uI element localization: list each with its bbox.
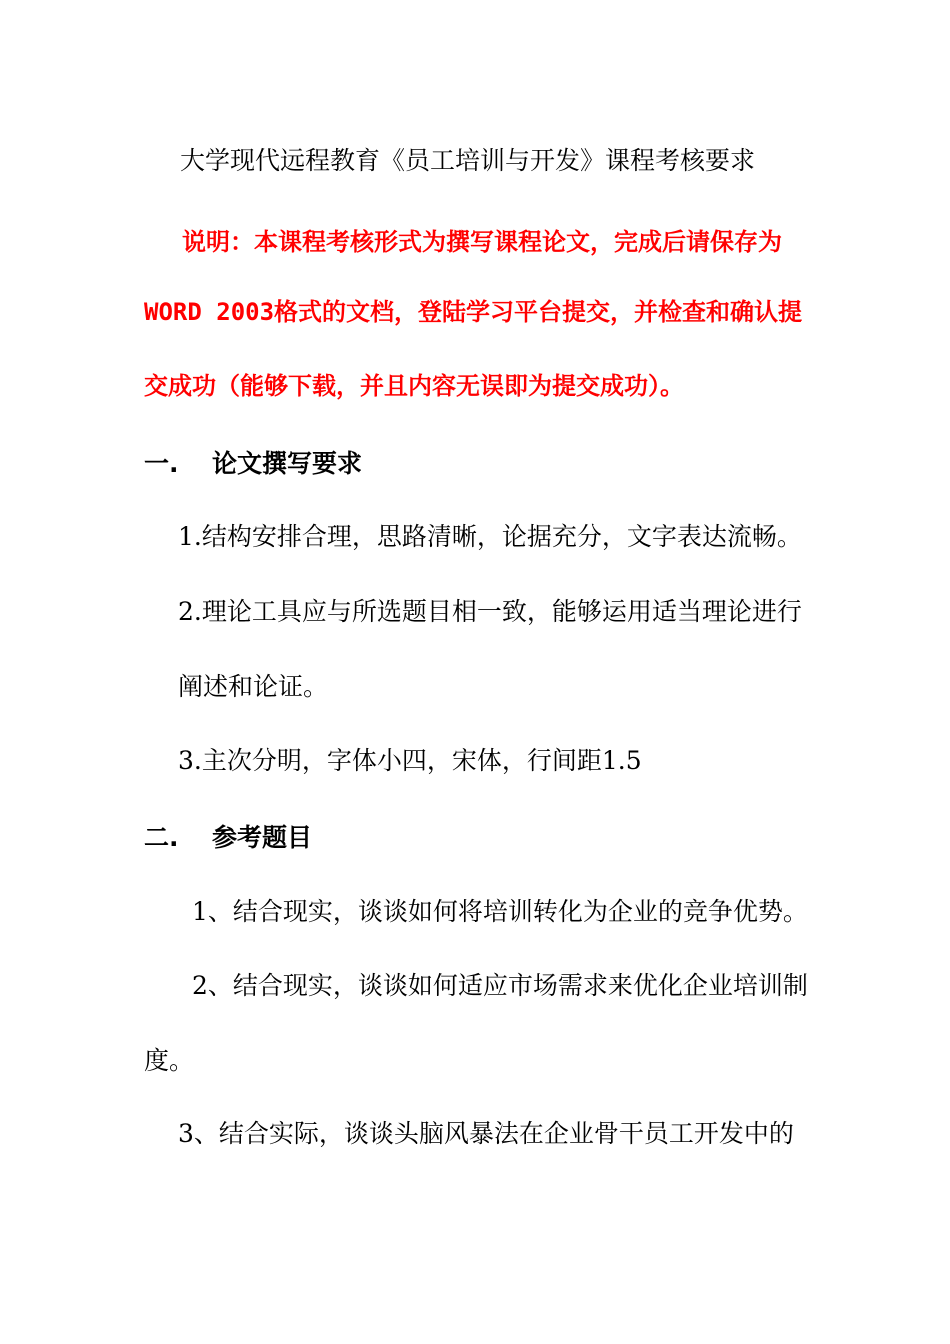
section-heading-text: 论文撰写要求 [212, 449, 363, 478]
requirement-line-1: 1.结构安排合理，思路清晰，论据充分，文字表达流畅。 [178, 522, 802, 551]
requirement-line-2: 2.理论工具应与所选题目相一致，能够运用适当理论进行 [178, 597, 802, 626]
requirement-line-3: 阐述和论证。 [178, 672, 329, 701]
section-heading-writing-requirements [144, 448, 362, 480]
notice-line-3: 交成功（能够下载，并且内容无误即为提交成功）。 [144, 372, 684, 400]
section-number: 二. [144, 823, 179, 852]
section-number: 一. [144, 449, 179, 478]
topic-line-2: 2、结合现实，谈谈如何适应市场需求来优化企业培训制 [192, 971, 808, 1000]
section-heading-text: 参考题目 [212, 823, 313, 852]
requirement-line-4: 3.主次分明，字体小四，宋体，行间距1.5 [178, 746, 642, 775]
notice-line-2: WORD 2003格式的文档，登陆学习平台提交，并检查和确认提 [144, 298, 803, 326]
topic-line-3: 度。 [144, 1046, 195, 1075]
page-title: 大学现代远程教育《员工培训与开发》课程考核要求 [180, 146, 756, 175]
topic-line-4: 3、结合实际，谈谈头脑风暴法在企业骨干员工开发中的 [178, 1119, 794, 1148]
topic-line-1: 1、结合现实，谈谈如何将培训转化为企业的竞争优势。 [192, 897, 808, 926]
section-heading-reference-topics [144, 822, 312, 854]
notice-line-1: 说明：本课程考核形式为撰写课程论文，完成后请保存为 [182, 228, 782, 256]
